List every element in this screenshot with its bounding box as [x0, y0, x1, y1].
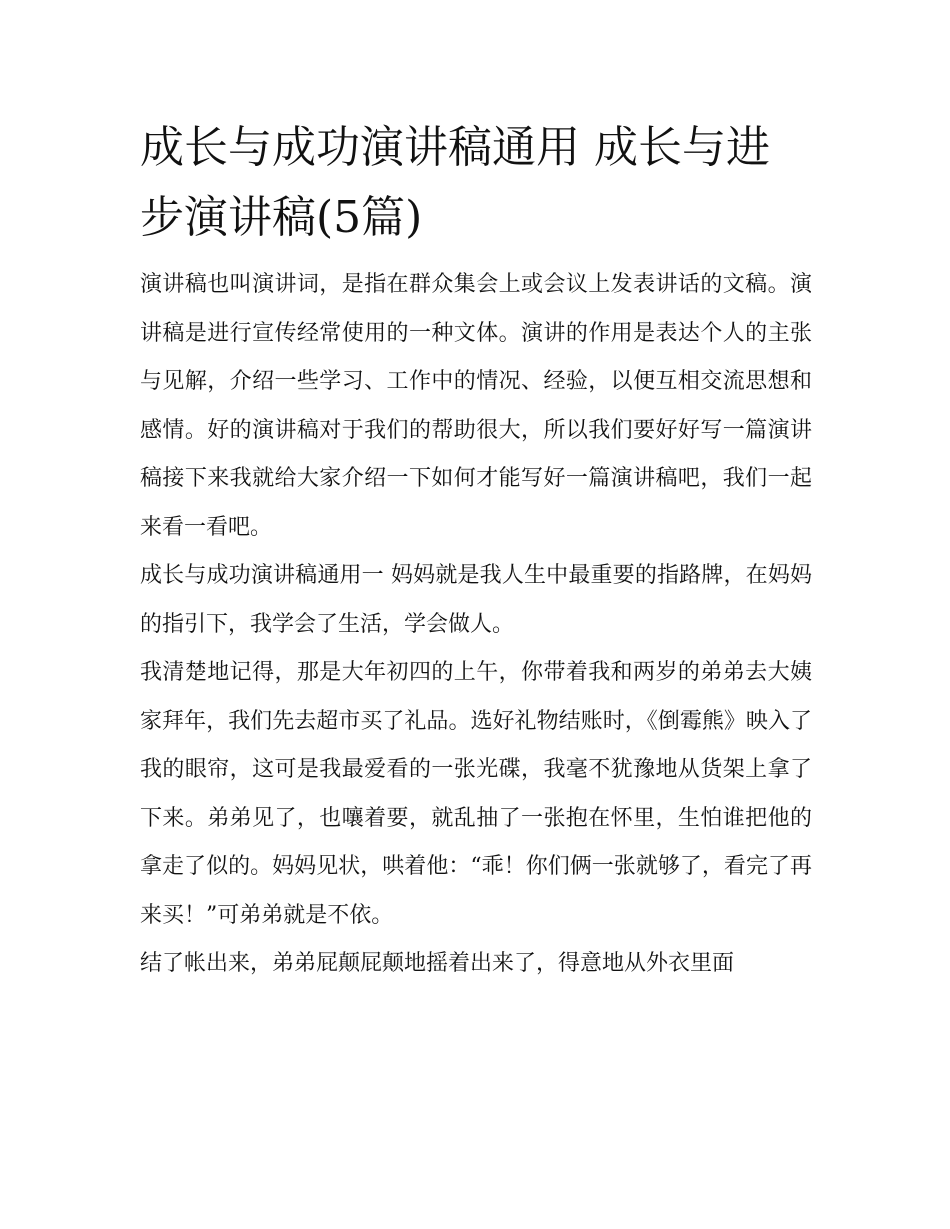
document-body	[140, 261, 812, 989]
document-content	[140, 113, 812, 989]
paragraph-checkout: 结了帐出来，弟弟屁颠屁颠地摇着出来了，得意地从外衣里面	[140, 951, 735, 976]
paragraph-speech-one-opening: 成长与成功演讲稿通用一 妈妈就是我人生中最重要的指路牌，在妈妈的指引下，我学会了生活，学会做人。	[140, 563, 812, 637]
paragraph-memory: 我清楚地记得，那是大年初四的上午，你带着我和两岁的弟弟去大姨家拜年，我们先去超市买了礼品。选好礼物结账时，《倒霉熊》映入了我的眼帘，这可是我最爱看的一张光碟，我毫不犹豫地从货架上拿了下来。弟弟见了，也嚷着要，就乱抽了一张抱在怀里，生怕谁把他的拿走了似的。妈妈见状，哄着他：“乖！你们俩一张就够了，看完了再来买！”可弟弟就是不依。	[140, 660, 812, 928]
paragraph-intro: 演讲稿也叫演讲词，是指在群众集会上或会议上发表讲话的文稿。演讲稿是进行宣传经常使用的一种文体。演讲的作用是表达个人的主张与见解，介绍一些学习、工作中的情况、经验，以便互相交流思想和感情。好的演讲稿对于我们的帮助很大，所以我们要好好写一篇演讲稿接下来我就给大家介绍一下如何才能写好一篇演讲稿吧，我们一起来看一看吧。	[140, 272, 812, 540]
document-title: 成长与成功演讲稿通用 成长与进步演讲稿(5篇)	[140, 122, 770, 243]
